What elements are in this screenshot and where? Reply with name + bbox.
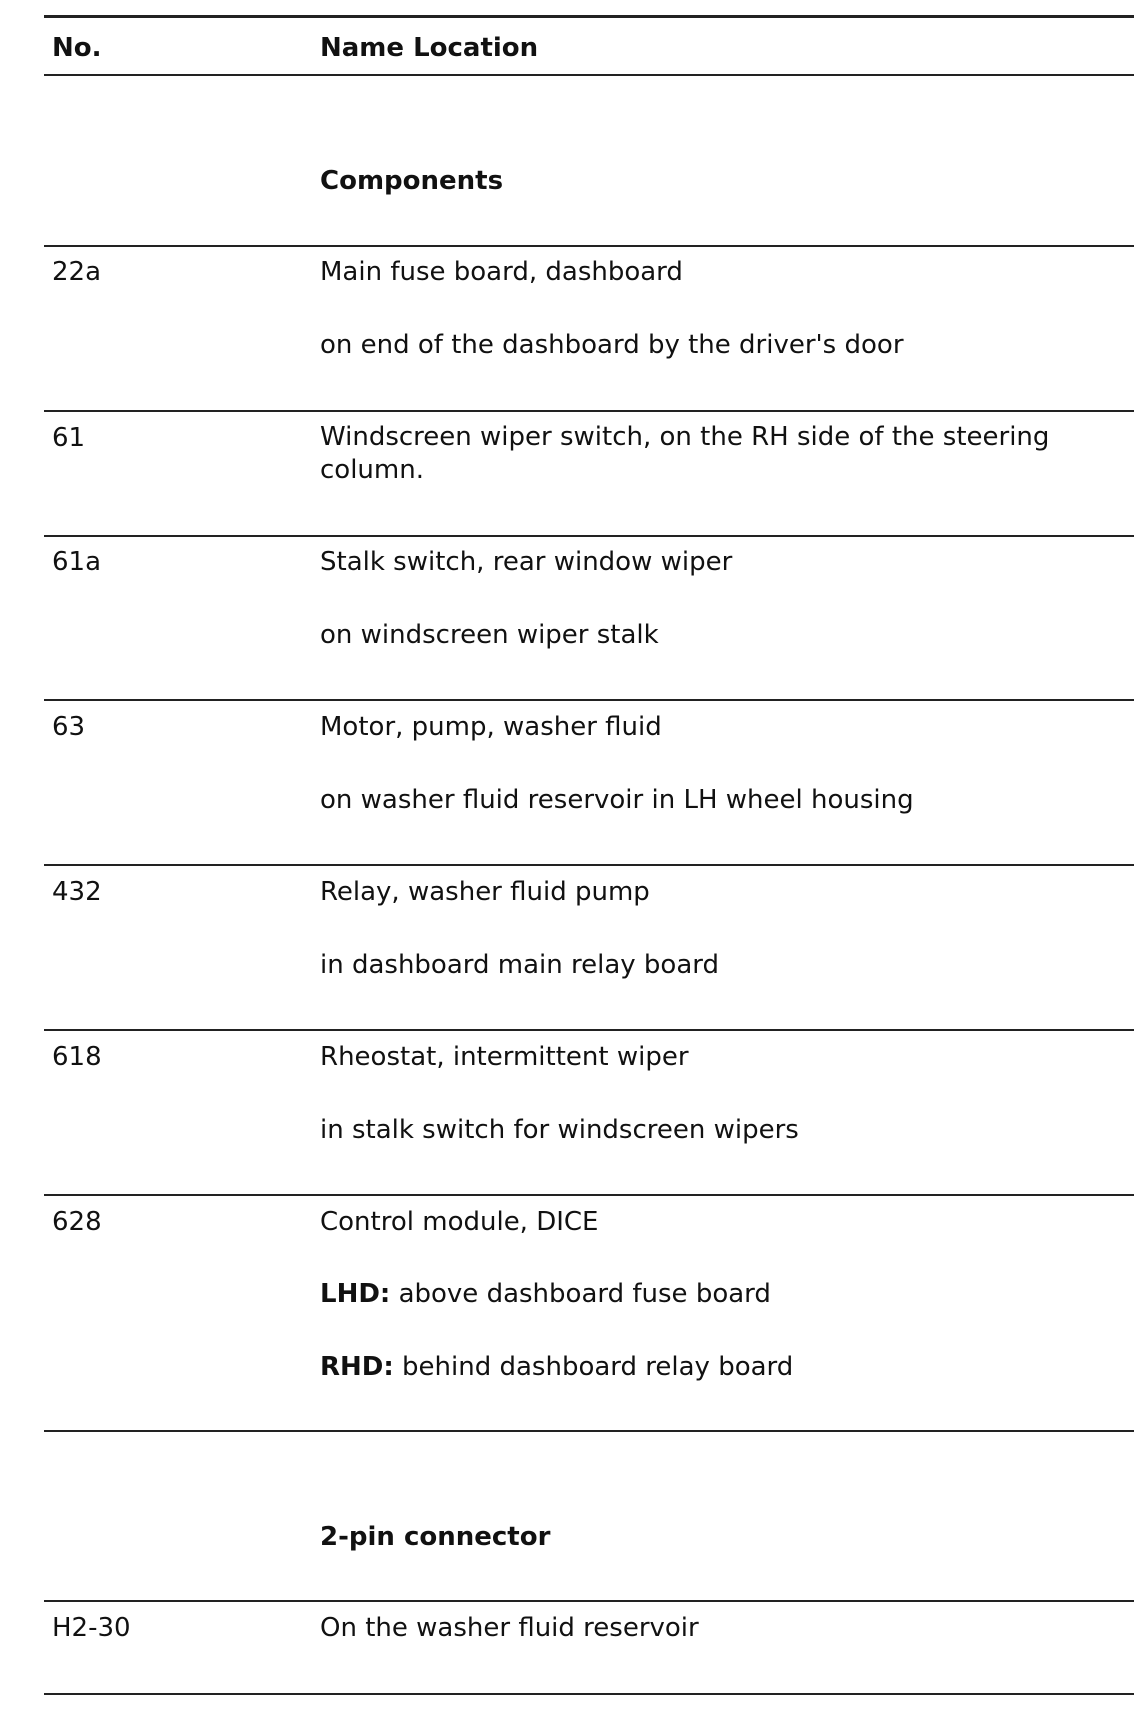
row-name: On the washer fluid reservoir <box>320 1613 699 1643</box>
row-number: H2-30 <box>52 1613 131 1643</box>
row-number: 432 <box>52 877 102 907</box>
row-location: on windscreen wiper stalk <box>320 620 659 650</box>
row-rule <box>44 864 1134 866</box>
row-rule <box>44 1600 1134 1602</box>
row-number: 61a <box>52 547 102 577</box>
row-number: 628 <box>52 1207 102 1237</box>
location-prefix: LHD: <box>320 1279 391 1309</box>
row-rule <box>44 410 1134 412</box>
row-name: Windscreen wiper switch, on the RH side of the steering column. <box>320 422 1050 485</box>
row-name: Rheostat, intermittent wiper <box>320 1042 689 1072</box>
location-text: above dashboard fuse board <box>390 1279 771 1309</box>
row-rule <box>44 1430 1134 1432</box>
row-name: Control module, DICE <box>320 1207 599 1237</box>
row-name: Motor, pump, washer fluid <box>320 712 662 742</box>
row-rule <box>44 1194 1134 1196</box>
location-prefix: RHD: <box>320 1352 394 1382</box>
row-location <box>320 1350 793 1384</box>
row-name: Stalk switch, rear window wiper <box>320 547 733 577</box>
row-rule <box>44 699 1134 701</box>
row-number: 618 <box>52 1042 102 1072</box>
header-name-location: Name Location <box>320 33 539 63</box>
row-rule <box>44 1029 1134 1031</box>
table-bottom-rule <box>44 1693 1134 1695</box>
row-name: Relay, washer fluid pump <box>320 877 650 907</box>
row-location: in stalk switch for windscreen wipers <box>320 1115 799 1145</box>
row-location: in dashboard main relay board <box>320 950 720 980</box>
header-bottom-rule <box>44 74 1134 76</box>
row-location: on end of the dashboard by the driver's door <box>320 330 904 360</box>
section-title-2-pin-connector: 2-pin connector <box>320 1522 551 1552</box>
header-no: No. <box>52 33 102 63</box>
row-location <box>320 1277 771 1311</box>
row-name: Main fuse board, dashboard <box>320 257 683 287</box>
row-number: 63 <box>52 712 86 742</box>
row-number: 61 <box>52 423 86 453</box>
row-number: 22a <box>52 257 102 287</box>
row-location: on washer fluid reservoir in LH wheel housing <box>320 785 914 815</box>
row-rule <box>44 245 1134 247</box>
row-rule <box>44 535 1134 537</box>
section-title-components: Components <box>320 166 504 196</box>
location-text: behind dashboard relay board <box>393 1352 794 1382</box>
table-top-rule <box>44 15 1134 18</box>
